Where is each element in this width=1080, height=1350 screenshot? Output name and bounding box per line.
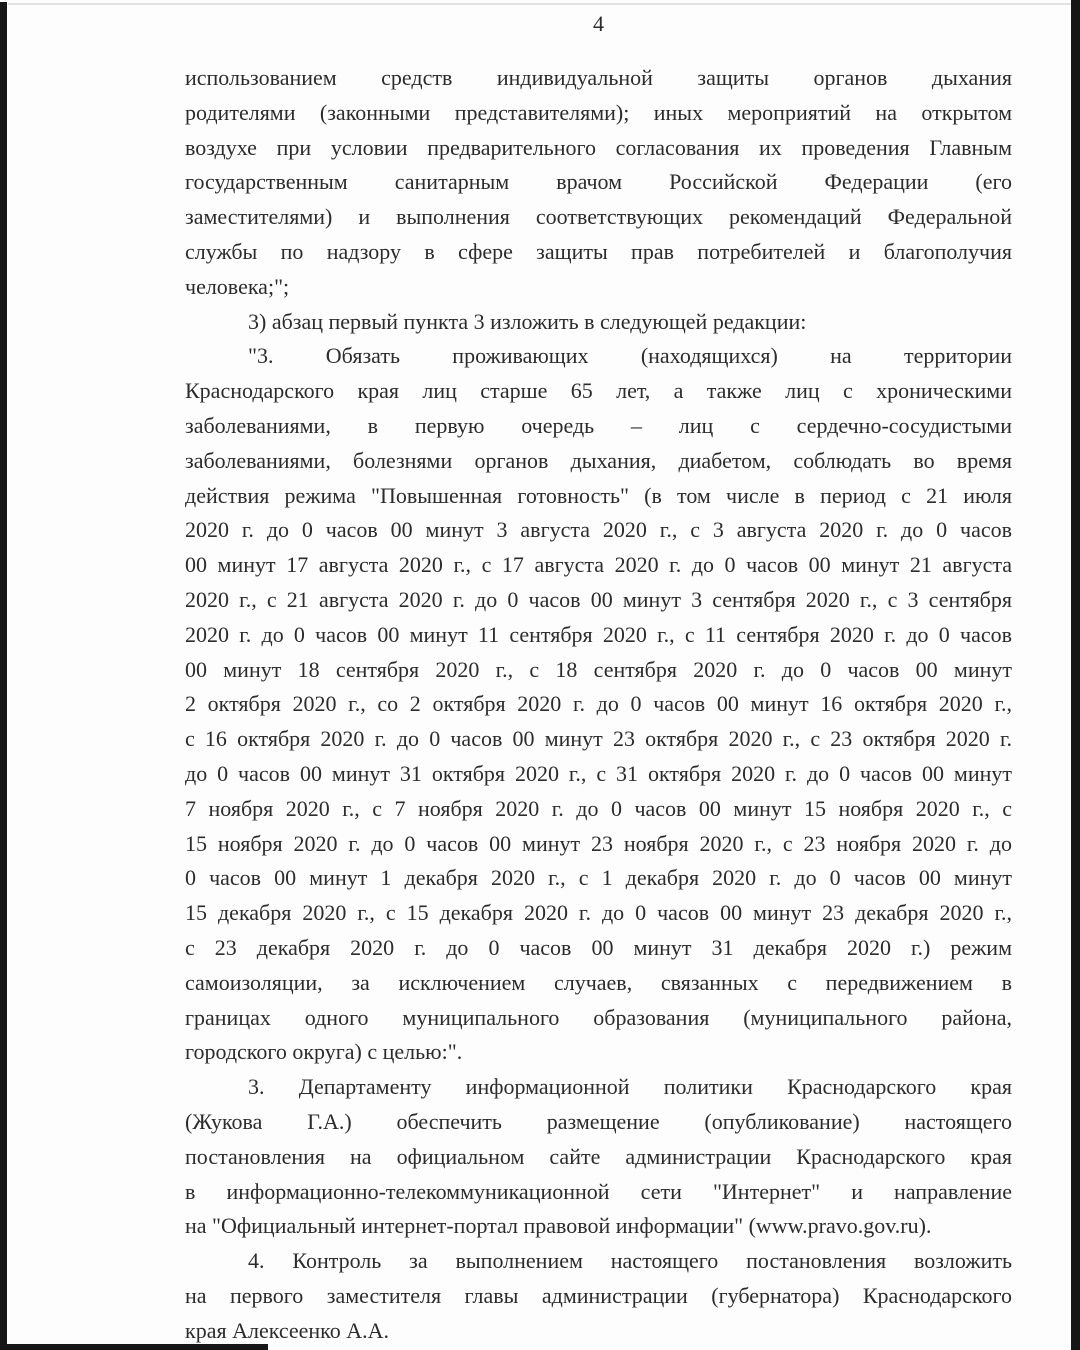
text-line: городского округа) с целью:". <box>185 1039 463 1065</box>
text-line: 3) абзац первый пункта 3 изложить в следующей редакции: <box>248 308 807 334</box>
page-number: 4 <box>593 11 604 36</box>
text-line: заболеваниями, в первую очередь – лиц с сердечно-сосудистыми <box>185 412 1012 438</box>
text-line: в информационно-телекоммуникационной сети "Интернет" и направление <box>185 1178 1012 1204</box>
text-line: Краснодарского края лиц старше 65 лет, а также лиц с хроническими <box>185 378 1012 404</box>
text-line: границах одного муниципального образования (муниципального района, <box>185 1004 1012 1030</box>
text-line: 15 ноября 2020 г. до 0 часов 00 минут 23 ноября 2020 г., с 23 ноября 2020 г. до <box>185 830 1012 856</box>
text-line: 3. Департаменту информационной политики Краснодарского края <box>248 1074 1012 1100</box>
text-line: государственным санитарным врачом Российской Федерации (его <box>185 169 1012 195</box>
text-line: 15 декабря 2020 г., с 15 декабря 2020 г. до 0 часов 00 минут 23 декабря 2020 г., <box>185 900 1012 926</box>
text-line: на "Официальный интернет-портал правовой информации" (www.pravo.gov.ru). <box>185 1213 932 1239</box>
text-line: службы по надзору в сфере защиты прав потребителей и благополучия <box>185 238 1012 264</box>
text-line: до 0 часов 00 минут 31 октября 2020 г., с 31 октября 2020 г. до 0 часов 00 минут <box>185 760 1012 786</box>
text-line: 2020 г. до 0 часов 00 минут 3 августа 2020 г., с 3 августа 2020 г. до 0 часов <box>185 517 1012 543</box>
text-line: 4. Контроль за выполнением настоящего постановления возложить <box>248 1248 1012 1274</box>
text-line: 2020 г. до 0 часов 00 минут 11 сентября 2020 г., с 11 сентября 2020 г. до 0 часов <box>185 621 1012 647</box>
text-line: самоизоляции, за исключением случаев, связанных с передвижением в <box>185 969 1012 995</box>
text-line: (Жукова Г.А.) обеспечить размещение (опубликование) настоящего <box>185 1108 1012 1134</box>
text-line: заболеваниями, болезнями органов дыхания, диабетом, соблюдать во время <box>185 447 1012 473</box>
scan-top-edge-line <box>8 3 1071 5</box>
text-line: постановления на официальном сайте администрации Краснодарского края <box>185 1143 1012 1169</box>
text-line: "3. Обязать проживающих (находящихся) на территории <box>248 343 1012 369</box>
text-line: 0 часов 00 минут 1 декабря 2020 г., с 1 декабря 2020 г. до 0 часов 00 минут <box>185 865 1012 891</box>
text-line: на первого заместителя главы администрации (губернатора) Краснодарского <box>185 1282 1012 1308</box>
text-line: 00 минут 18 сентября 2020 г., с 18 сентября 2020 г. до 0 часов 00 минут <box>185 656 1012 682</box>
text-line: края Алексеенко А.А. <box>185 1317 390 1343</box>
text-line: 2020 г., с 21 августа 2020 г. до 0 часов 00 минут 3 сентября 2020 г., с 3 сентября <box>185 586 1012 612</box>
text-line: 2 октября 2020 г., со 2 октября 2020 г. до 0 часов 00 минут 16 октября 2020 г., <box>185 691 1012 717</box>
scan-left-border <box>0 2 7 1350</box>
text-line: человека;"; <box>185 273 290 299</box>
text-line: воздухе при условии предварительного согласования их проведения Главным <box>185 134 1012 160</box>
text-line: заместителями) и выполнения соответствующих рекомендаций Федеральной <box>185 204 1012 230</box>
text-line: использованием средств индивидуальной защиты органов дыхания <box>185 65 1012 90</box>
document-body-text <box>185 61 1012 1348</box>
text-line: с 23 декабря 2020 г. до 0 часов 00 минут 31 декабря 2020 г.) режим <box>185 934 1012 960</box>
text-line: родителями (законными представителями); иных мероприятий на открытом <box>185 99 1012 125</box>
text-line: с 16 октября 2020 г. до 0 часов 00 минут 23 октября 2020 г., с 23 октября 2020 г. <box>185 726 1012 752</box>
text-line: 7 ноября 2020 г., с 7 ноября 2020 г. до 0 часов 00 минут 15 ноября 2020 г., с <box>185 795 1012 821</box>
text-line: 00 минут 17 августа 2020 г., с 17 августа 2020 г. до 0 часов 00 минут 21 августа <box>185 552 1012 578</box>
text-line: действия режима "Повышенная готовность" (в том числе в период с 21 июля <box>185 482 1012 508</box>
scan-right-border <box>1071 0 1080 1350</box>
